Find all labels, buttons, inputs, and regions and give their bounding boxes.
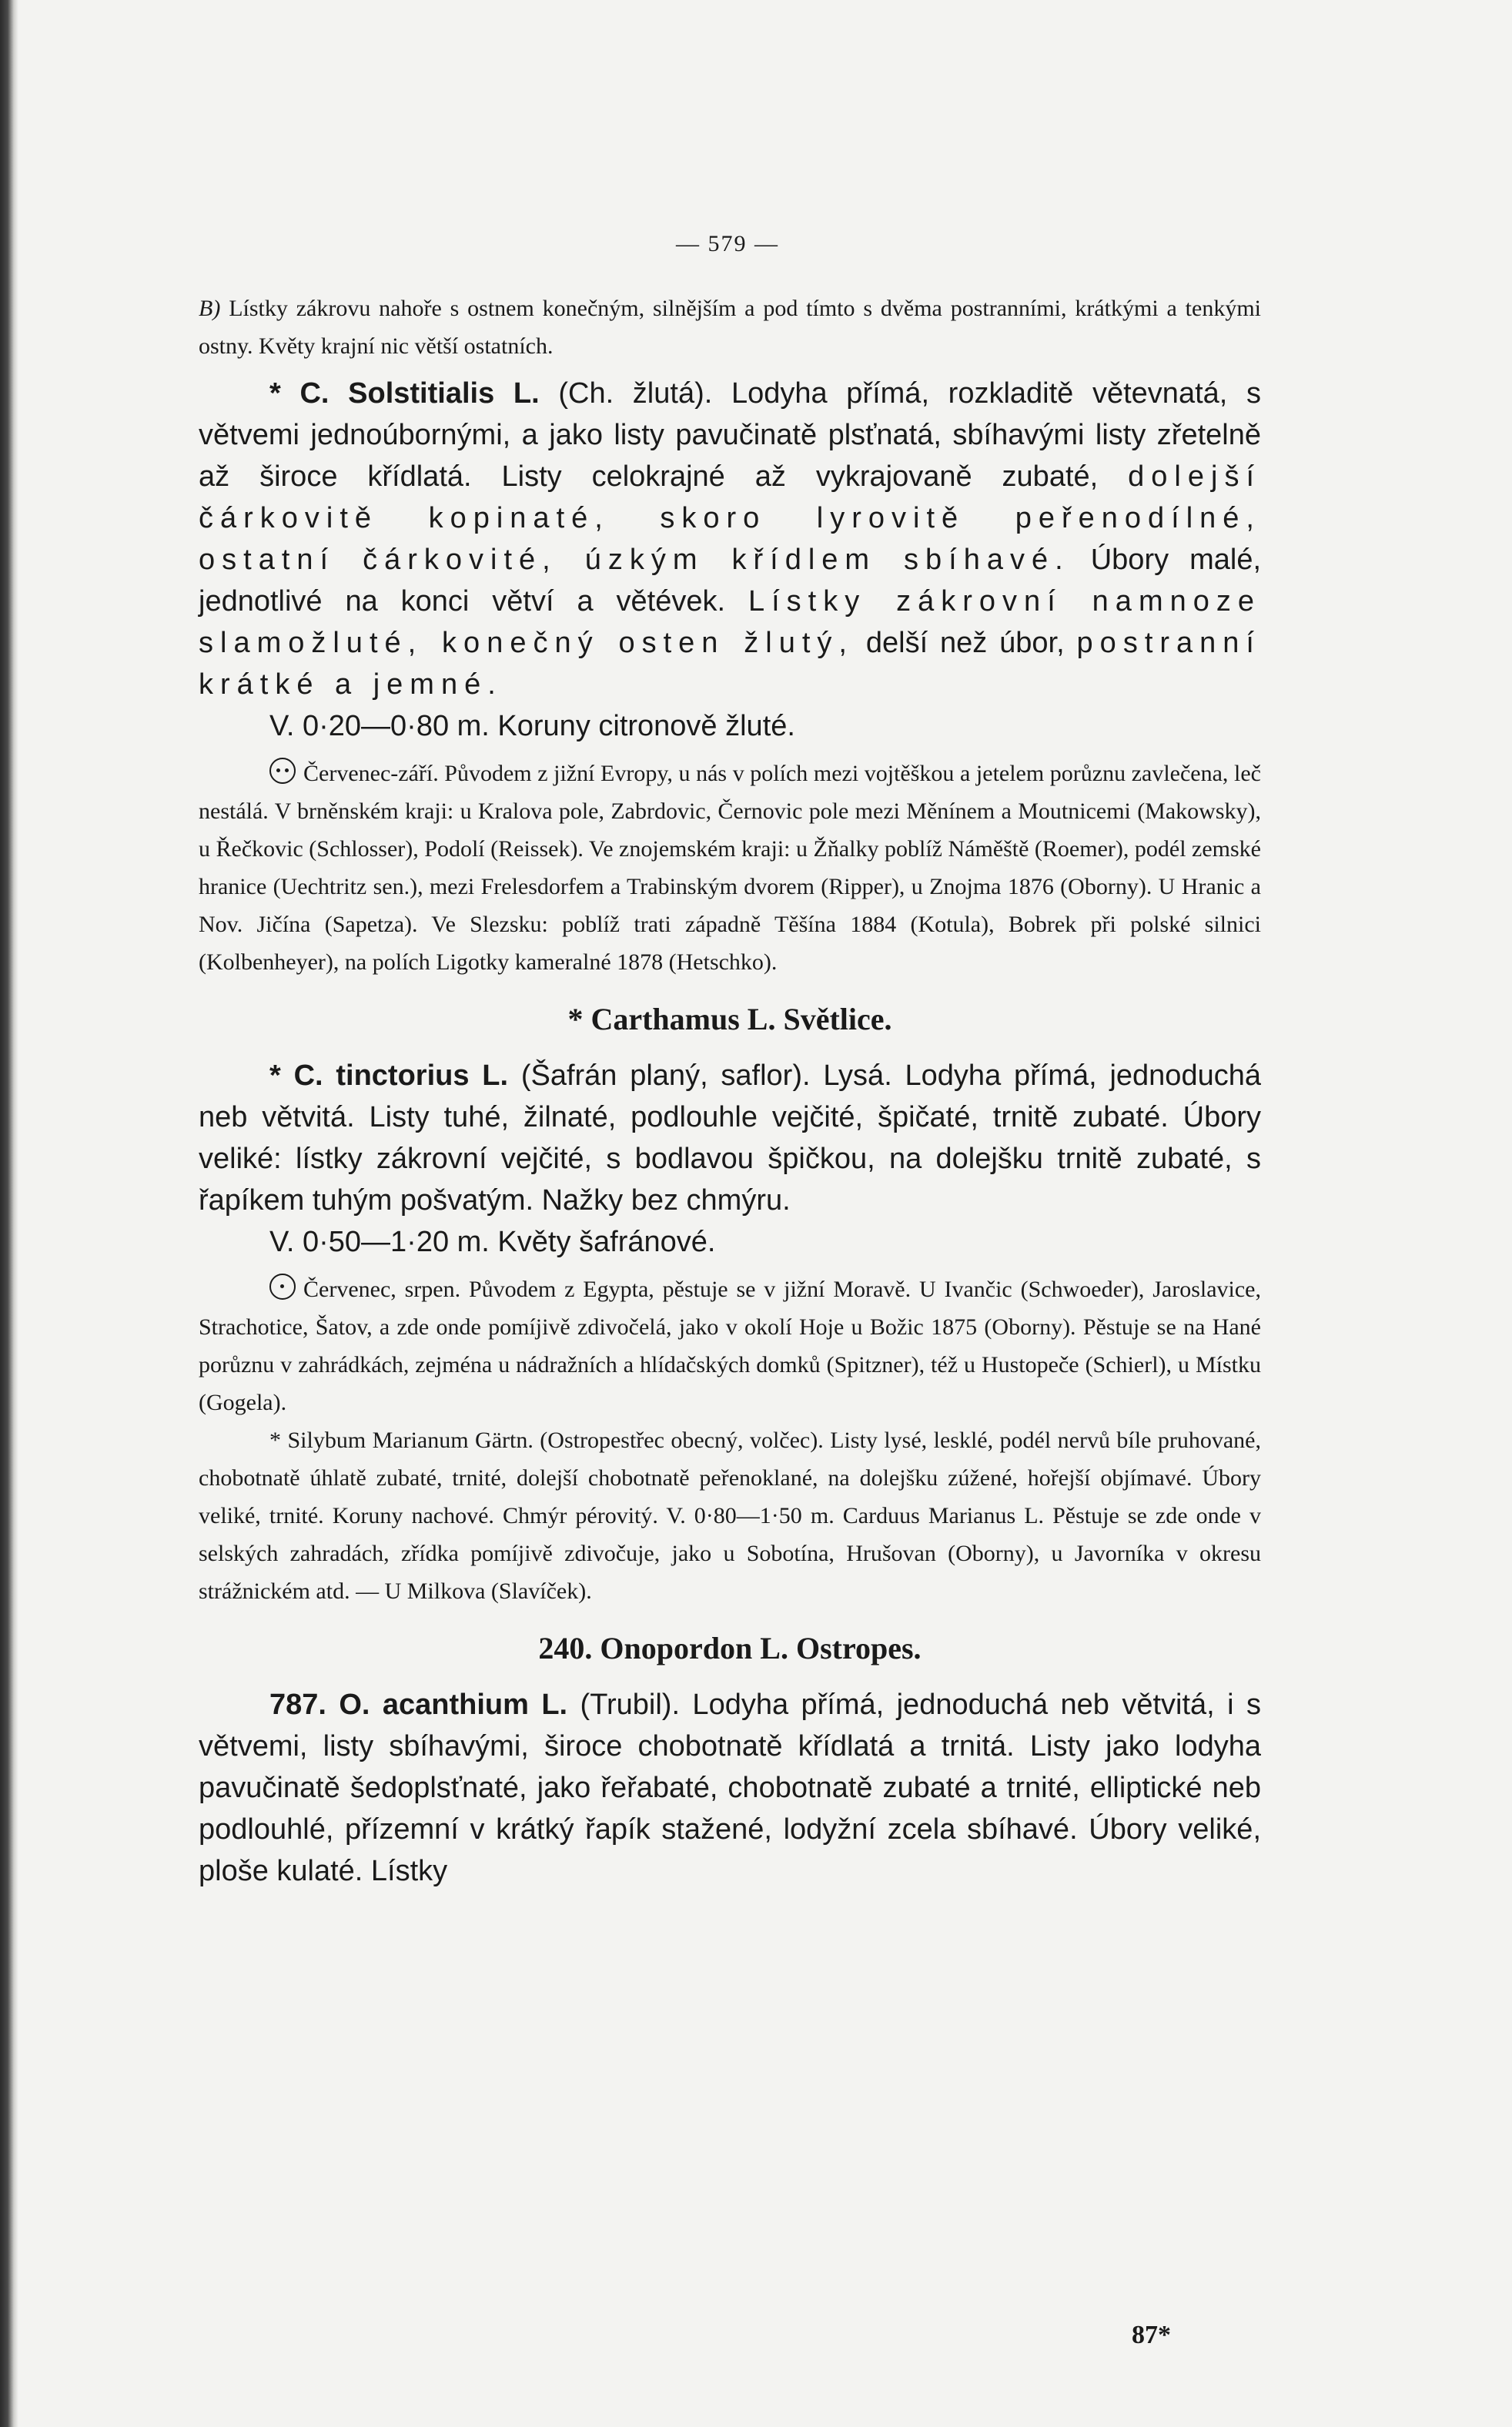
solstitialis-spaced-1: dolejší čárkovitě kopinaté, skoro lyrovitě peřenodílné, ostatní čárkovité, úzkým křídlem sbíhavé.: [199, 460, 1261, 576]
solstitialis-spaced-3: postranní krátké a jemné.: [199, 627, 1261, 701]
solstitialis-description: [199, 373, 1261, 705]
onopordon-description: [199, 1684, 1261, 1892]
annual-symbol-icon: [269, 1274, 296, 1300]
scan-binding-edge: [0, 0, 18, 2427]
solstitialis-text-3: delší než úbor,: [865, 627, 1065, 659]
page-number: — 579 —: [676, 231, 779, 256]
carthamus-description: [199, 1055, 1261, 1221]
onopordon-heading: 240. Onopordon L. Ostropes.: [538, 1631, 922, 1665]
carthamus-name: * C. tinctorius L.: [269, 1060, 509, 1092]
intro-text: Lístky zákrovu nahoře s ostnem konečným, silnějším a pod tímto s dvěma postranními, krátkými a tenkými ostny. Květy krajní nic větší ostatních.: [199, 296, 1262, 359]
carthamus-heading: * Carthamus L. Světlice.: [567, 1002, 892, 1036]
book-page: [199, 231, 1261, 1892]
solstitialis-name: * C. Solstitialis L.: [269, 377, 540, 410]
carthamus-notes: Červenec, srpen. Původem z Egypta, pěstuje se v jižní Moravě. U Ivančic (Schwoeder), Jaroslavice, Strachotice, Šatov, a zde onde pomíjivě zdivočelá, jako v okolí Hoje u Božic 1875 (Oborny). Pěstuje se na Hané porůznu v zahrádkách, zejména u nádražních a hlídačských domků (Spitzner), též u Hustopeče (Schierl), u Místku (Gogela).: [199, 1277, 1261, 1415]
solstitialis-text-2: Úbory malé, jednotlivé na konci větví a větévek.: [199, 544, 1262, 618]
solstitialis-size: V. 0·20—0·80 m. Koruny citronově žluté.: [269, 710, 795, 742]
solstitialis-notes: Červenec-září. Původem z jižní Evropy, u nás v polích mezi vojtěškou a jetelem porůznu zavlečena, leč nestálá. V brněnském kraji: u Kralova pole, Zabrdovic, Černovic pole mezi Měnínem a Moutnicemi (Makowsky), u Řečkovic (Schlosser), Podolí (Reissek). Ve znojemském kraji: u Žňalky poblíž Náměště (Roemer), podél zemské hranice (Uechtritz sen.), mezi Frelesdorfem a Trabinským dvorem (Ripper), u Znojma 1876 (Oborny). U Hranic a Nov. Jičína (Sapetza). Ve Slezsku: poblíž trati západně Těšína 1884 (Kotula), Bobrek při polské silnici (Kolbenheyer), na polích Ligotky kameralné 1878 (Hetschko).: [199, 761, 1261, 975]
biennial-symbol-icon: [269, 758, 296, 784]
intro-paragraph: [199, 290, 1261, 365]
carthamus-notes-paragraph: [199, 1270, 1261, 1421]
solstitialis-text-1: (Ch. žlutá). Lodyha přímá, rozkladitě větevnatá, s větvemi jednoúbornými, a jako listy pavučinatě plsťnatá, sbíhavými listy zřetelně až široce křídlatá. Listy celokrajné až vykrajovaně zubaté,: [199, 377, 1262, 493]
signature-mark: 87*: [1132, 2321, 1171, 2349]
onopordon-name: 787. O. acanthium L.: [269, 1689, 568, 1721]
solstitialis-spaced-2: Lístky zákrovní namnoze slamožluté, konečný osten žlutý,: [199, 585, 1261, 659]
silybum-paragraph: * Silybum Marianum Gärtn. (Ostropestřec obecný, volčec). Listy lysé, lesklé, podél nervů bíle pruhované, chobotnatě úhlatě zubaté, trnité, dolejší chobotnatě peřenoklané, na dolejšku zúžené, hořejší objímavé. Úbory veliké, trnité. Koruny nachové. Chmýr pérovitý. V. 0·80—1·50 m. Carduus Marianus L. Pěstuje se zde onde v selských zahradách, zřídka pomíjivě zdivočuje, jako u Sobotína, Hrušovan (Oborny), u Javorníka v okresu strážnickém atd. — U Milkova (Slavíček).: [199, 1428, 1261, 1604]
carthamus-size: V. 0·50—1·20 m. Květy šafránové.: [269, 1226, 716, 1258]
carthamus-text: (Šafrán planý, saflor). Lysá. Lodyha přímá, jednoduchá neb větvitá. Listy tuhé, žilnaté, podlouhle vejčité, špičaté, trnitě zubaté. Úbory veliké: lístky zákrovní vejčité, s bodlavou špičkou, na dolejšku trnitě zubaté, s řapíkem tuhým pošvatým. Nažky bez chmýru.: [199, 1060, 1261, 1217]
onopordon-text: (Trubil). Lodyha přímá, jednoduchá neb větvitá, i s větvemi, listy sbíhavými, široce chobotnatě křídlatá a trnitá. Listy jako lodyha pavučinatě šedoplsťnaté, jako řeřabaté, chobotnatě zubaté a trnité, elliptické neb podlouhlé, přízemní v krátký řapík stažené, lodyžní zcela sbíhavé. Úbory veliké, ploše kulaté. Lístky: [199, 1689, 1262, 1887]
intro-label: B): [199, 296, 221, 321]
solstitialis-notes-paragraph: [199, 755, 1261, 981]
